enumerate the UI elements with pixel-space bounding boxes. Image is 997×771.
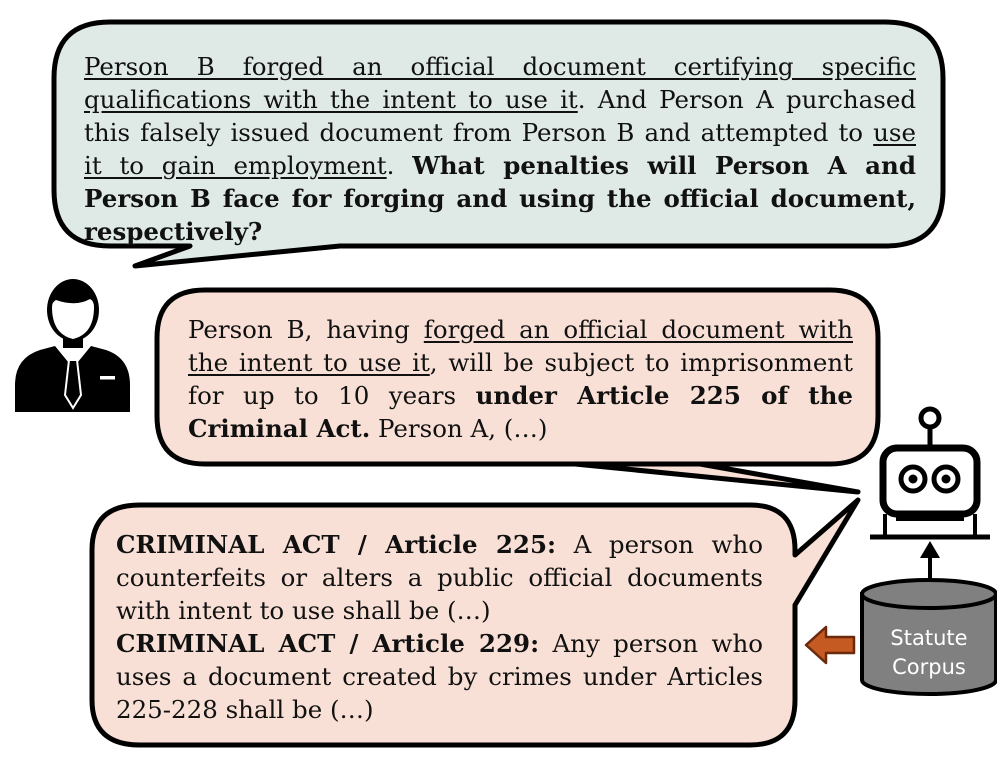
answer-underlined: forged an official document with the intent to use it	[188, 315, 853, 377]
statute-article-229	[116, 627, 763, 726]
article-225-label: CRIMINAL ACT / Article 225:	[116, 530, 557, 559]
answer-text-3: Person A, (…)	[370, 414, 548, 443]
arrow-left-icon	[806, 627, 854, 663]
statute-article-225	[116, 528, 763, 627]
question-underlined-2: use it to gain employment	[84, 118, 916, 180]
robot-icon	[870, 409, 990, 537]
user-icon	[15, 279, 130, 412]
answer-text-2: , will be subject to imprisonment for up to 10 years	[188, 348, 853, 410]
question-underlined-1: Person B forged an official document certifying specific qualifications with the intent to use it	[84, 52, 916, 114]
answer-bold: under Article 225 of the Criminal Act.	[188, 381, 854, 443]
question-text-1: . And Person A purchased this falsely issued document from Person B and attempted to	[84, 85, 916, 147]
question-text-2: .	[386, 151, 395, 180]
corpus-label	[862, 624, 996, 682]
corpus-label-line2: Corpus	[892, 655, 966, 679]
question-bold: What penalties will Person A and Person B face for forging and using the official document, respectively?	[84, 151, 916, 246]
question-text	[84, 50, 916, 248]
statute-text	[116, 528, 763, 726]
answer-text-1: Person B, having	[188, 315, 424, 344]
article-229-text: Any person who uses a document created by crimes under Articles 225-228 shall be (…)	[116, 629, 763, 724]
article-229-label: CRIMINAL ACT / Article 229:	[116, 629, 540, 658]
corpus-label-line1: Statute	[890, 626, 968, 650]
answer-text	[188, 313, 853, 445]
article-225-text: A person who counterfeits or alters a public official documents with intent to use shall be (…)	[116, 530, 763, 625]
